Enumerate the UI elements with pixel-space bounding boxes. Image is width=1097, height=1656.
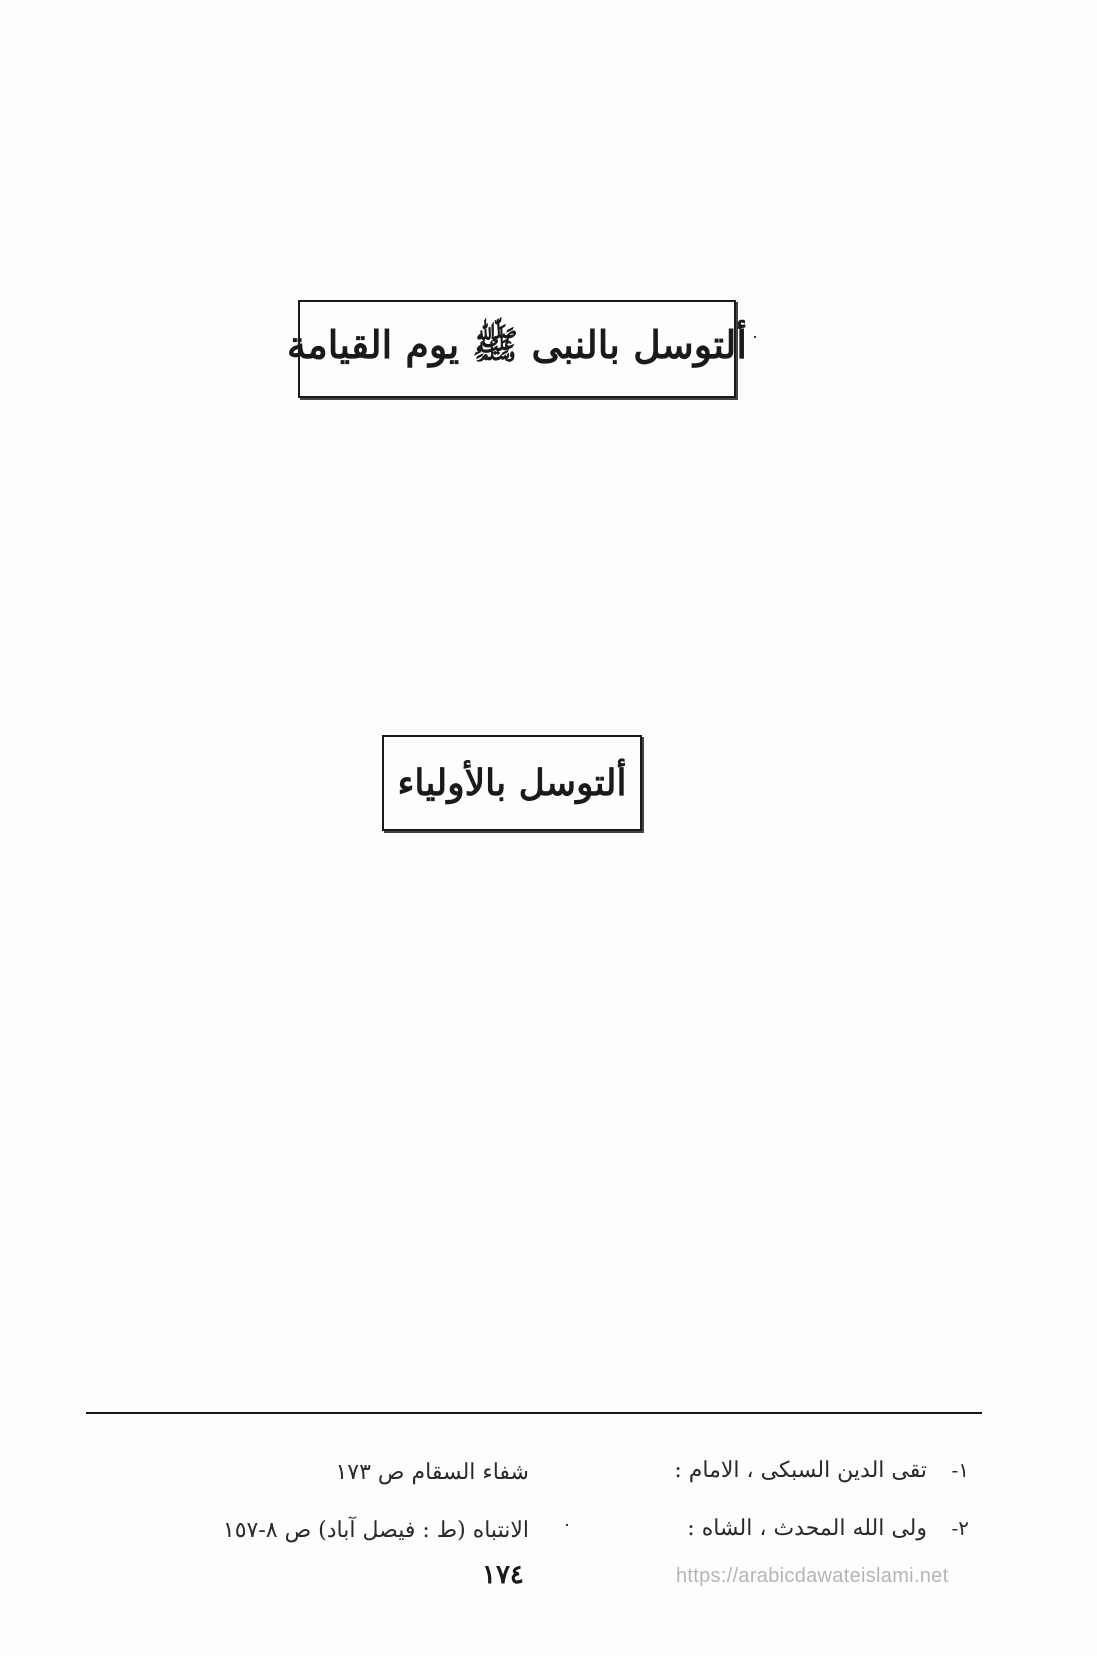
footnote-1-author: تقى الدين السبكى ، الامام : xyxy=(674,1458,927,1483)
watermark-url: https://arabicdawateislami.net xyxy=(676,1565,949,1587)
heading-1-text: ألتوسل بالنبى ﷺ يوم القيامة xyxy=(287,321,747,367)
footnote-2-source: الانتباه (ط : فيصل آباد) ص ٨-١٥٧ xyxy=(222,1518,529,1543)
heading-tawassul-prophet xyxy=(287,300,747,398)
footnote-divider xyxy=(86,1412,982,1414)
page-number: ١٧٤ xyxy=(482,1560,524,1590)
footnote-1-source: شفاء السقام ص ١٧٣ xyxy=(335,1460,529,1485)
speck xyxy=(754,336,756,338)
heading-2-text: ألتوسل بالأولياء xyxy=(397,762,627,804)
speck xyxy=(566,1524,568,1526)
heading-tawassul-awliya xyxy=(382,735,642,831)
footnote-1-num: ١- xyxy=(951,1458,969,1482)
footnote-2-num: ٢- xyxy=(951,1516,969,1540)
footnote-2-author: ولى الله المحدث ، الشاه : xyxy=(687,1516,927,1541)
